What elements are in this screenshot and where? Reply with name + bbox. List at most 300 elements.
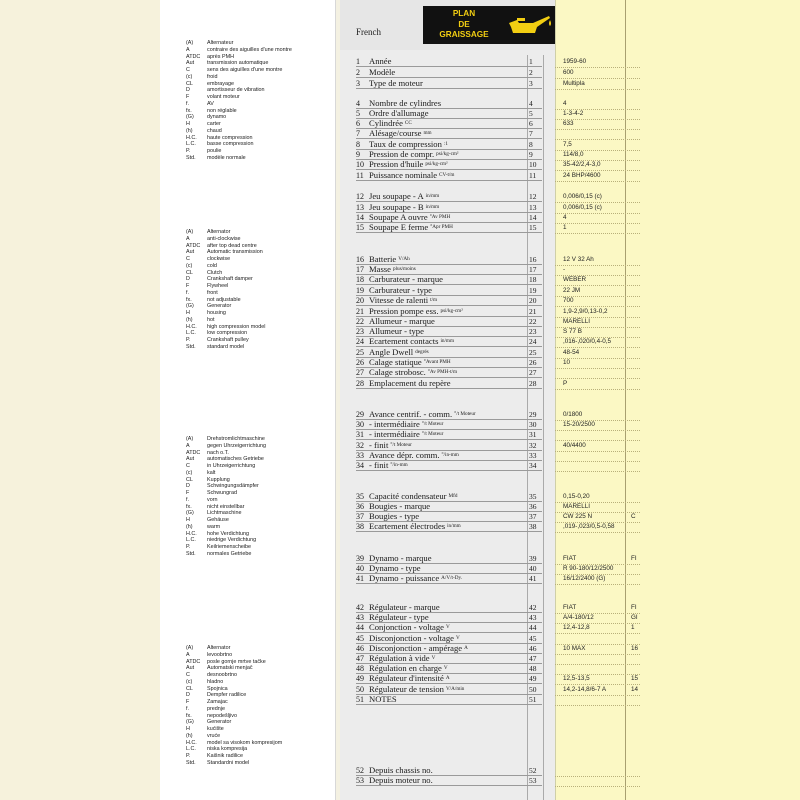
badge-line-1: PLAN <box>452 9 476 18</box>
data-row-line <box>555 451 640 452</box>
row-label <box>369 451 459 460</box>
row-number: 15 <box>356 223 364 232</box>
legend-entry <box>186 337 336 344</box>
legend-meaning: Alternator <box>207 645 231 651</box>
row-label <box>369 129 432 138</box>
legend-entry <box>186 324 336 331</box>
legend-abbrev: H.C. <box>186 323 197 330</box>
row-number: 22 <box>356 317 364 326</box>
legend-meaning: Clutch <box>207 269 223 276</box>
row-unit: psi/kg-cm² <box>440 308 463 314</box>
row-number-right: 35 <box>529 492 537 501</box>
legend-abbrev: A <box>186 651 190 658</box>
row-label <box>369 685 464 694</box>
legend-meaning: Kaišnik radilice <box>207 753 243 759</box>
row-number: 9 <box>356 150 360 159</box>
legend-meaning: modèle normale <box>207 154 246 161</box>
data-row-line <box>555 776 640 777</box>
legend-entry <box>186 270 336 277</box>
legend-meaning: dynamo <box>207 114 227 121</box>
legend-abbrev: Std. <box>186 343 196 350</box>
legend-meaning: automatisches Getriebe <box>207 456 264 463</box>
legend-abbrev: D <box>186 483 190 490</box>
row-label <box>369 623 450 632</box>
legend-abbrev: Aut <box>186 60 195 67</box>
data-value: 22 JM <box>563 287 581 294</box>
row-number: 40 <box>356 564 364 573</box>
row-number: 37 <box>356 512 364 521</box>
legend-abbrev: f. <box>186 289 189 296</box>
data-row-line <box>555 705 640 706</box>
row-number-right: 40 <box>529 564 537 573</box>
row-number-right: 21 <box>529 307 537 316</box>
legend-entry <box>186 121 336 128</box>
legend-abbrev: D <box>186 276 190 283</box>
legend-abbrev: CL <box>186 269 193 276</box>
legend-meaning: not adjustable <box>207 296 241 303</box>
row-number: 45 <box>356 634 364 643</box>
legend-meaning: sens des aiguilles d'une montre <box>207 67 283 73</box>
row-unit: A <box>445 675 450 681</box>
data-row-line <box>555 67 640 68</box>
legend-abbrev: P. <box>186 544 191 550</box>
data-value: FIAT <box>563 604 577 611</box>
legend-meaning: Keilriemenscheibe <box>207 544 252 550</box>
row-unit: V <box>455 635 460 641</box>
legend-entry <box>186 155 336 162</box>
row-label <box>369 99 441 108</box>
form-row <box>356 68 542 78</box>
row-number: 1 <box>356 57 360 66</box>
row-number-right: 23 <box>529 327 537 336</box>
legend-meaning: après PMH <box>207 53 234 60</box>
legend-meaning: hohe Verdichtung <box>207 530 249 537</box>
data-row-line <box>555 786 640 787</box>
legend-abbrev: ATDC <box>186 242 201 249</box>
legend-abbrev: C <box>186 67 190 73</box>
row-label-text: Carburateur - marque <box>369 274 443 284</box>
legend-abbrev: C <box>186 463 190 469</box>
row-number: 29 <box>356 410 364 419</box>
data-value: 0,006/0,15 (c) <box>563 193 602 200</box>
row-label <box>369 634 460 643</box>
legend-entry <box>186 128 336 135</box>
row-unit: in/mm <box>425 204 440 210</box>
row-number: 20 <box>356 296 364 305</box>
row-label <box>369 554 432 563</box>
legend-entry <box>186 40 336 47</box>
row-number-right: 34 <box>529 461 537 470</box>
legend-entry <box>186 463 336 470</box>
legend-abbrev: H <box>186 121 190 127</box>
row-label <box>369 664 448 673</box>
legend-meaning: Gehäuse <box>207 517 229 523</box>
legend-entry <box>186 249 336 256</box>
row-label <box>369 296 437 305</box>
data-value: 633 <box>563 120 574 127</box>
row-unit: °Av PMH-t/m <box>427 369 458 375</box>
row-unit: in/mm <box>440 338 454 344</box>
row-number-right: 33 <box>529 451 537 460</box>
legend-entry <box>186 94 336 101</box>
data-row-line <box>555 461 640 462</box>
data-value: Multipla <box>563 80 585 87</box>
row-label <box>369 160 448 169</box>
data-value-next: 14 <box>631 686 639 693</box>
data-value: 0,15-0,20 <box>563 493 590 500</box>
row-number-right: 3 <box>529 79 533 88</box>
data-value: MARELLI <box>563 318 590 325</box>
row-label <box>369 776 433 785</box>
row-unit: A/V/t-Dy. <box>441 575 463 581</box>
legend-meaning: desnoobrtno <box>207 672 237 678</box>
data-value-next: C <box>631 513 636 520</box>
row-number-right: 42 <box>529 603 537 612</box>
data-value-next: FI <box>631 555 637 562</box>
legend-entry <box>186 672 336 679</box>
data-row-line <box>555 378 640 379</box>
legend-meaning: Zamajac <box>207 699 228 705</box>
row-label-text: Modèle <box>369 67 396 77</box>
data-value: 24 BHP/4600 <box>563 172 601 179</box>
row-unit: in/mm <box>425 193 440 199</box>
row-label-text: Puissance nominale <box>369 170 438 180</box>
row-label-text: Régulateur de tension <box>369 684 444 694</box>
legend-abbrev: CL <box>186 476 193 483</box>
row-number-right: 5 <box>529 109 533 118</box>
legend-abbrev: A <box>186 235 190 242</box>
row-number-right: 8 <box>529 140 533 149</box>
form-row <box>356 296 542 306</box>
row-number: 13 <box>356 203 364 212</box>
row-label <box>369 317 435 326</box>
legend-abbrev: C <box>186 256 190 262</box>
row-number-right: 4 <box>529 99 533 108</box>
legend-abbrev: fx. <box>186 712 192 719</box>
legend-entry <box>186 310 336 317</box>
row-label <box>369 695 397 704</box>
form-row <box>356 337 542 347</box>
row-label <box>369 140 448 149</box>
legend-entry <box>186 344 336 351</box>
legend-abbrev: (A) <box>186 436 194 442</box>
legend-meaning: housing <box>207 310 226 316</box>
row-label <box>369 368 457 377</box>
legend-meaning: chaud <box>207 127 222 134</box>
row-label-text: Alésage/course <box>369 128 422 138</box>
row-label-text: Calage statique <box>369 357 422 367</box>
row-unit: psi/kg-cm² <box>425 161 448 167</box>
row-number-right: 39 <box>529 554 537 563</box>
legend-abbrev: Aut <box>186 456 195 463</box>
legend-abbrev: H.C. <box>186 134 197 141</box>
data-value: 0/1800 <box>563 411 583 418</box>
row-label-text: Capacité condensateur <box>369 491 447 501</box>
legend-abbrev: (A) <box>186 40 194 46</box>
form-row <box>356 674 542 684</box>
row-label-text: Régulation en charge <box>369 663 442 673</box>
data-row-line <box>555 389 640 390</box>
legend-entry <box>186 719 336 726</box>
data-value: 114/8,0 <box>563 151 584 158</box>
legend-meaning: amortisseur de vibration <box>207 87 265 94</box>
legend-abbrev: (G) <box>186 719 194 726</box>
legend-abbrev: H <box>186 726 190 732</box>
legend-meaning: AV <box>207 100 214 107</box>
legend-meaning: Drehstromlichtmaschine <box>207 436 265 442</box>
row-unit: °Av PMH <box>429 214 451 220</box>
row-label <box>369 766 433 775</box>
legend-entry <box>186 141 336 148</box>
row-number-right: 46 <box>529 644 537 653</box>
form-row <box>356 129 542 139</box>
row-label-text: Angle Dwell <box>369 347 414 357</box>
legend-abbrev: F <box>186 94 190 100</box>
row-unit: V/Ah <box>398 256 410 262</box>
row-label <box>369 255 410 264</box>
row-number-right: 31 <box>529 430 537 439</box>
legend-meaning: prednje <box>207 705 225 712</box>
data-value: 16/12/2400 (G) <box>563 575 606 582</box>
data-value: 12 V 32 Ah <box>563 256 594 263</box>
row-label <box>369 410 476 419</box>
row-number-right: 51 <box>529 695 537 704</box>
legend-entry <box>186 236 336 243</box>
legend-abbrev: A <box>186 46 190 53</box>
row-number: 46 <box>356 644 364 653</box>
row-label-text: NOTES <box>369 694 397 704</box>
row-label-text: Régulation à vide <box>369 653 430 663</box>
data-value: A/4-180/12 <box>563 614 594 621</box>
legend-abbrev: Std. <box>186 154 196 161</box>
row-label-text: Type de moteur <box>369 78 423 88</box>
data-row-line <box>555 532 640 533</box>
data-value: 12,5-13,5 <box>563 675 590 682</box>
row-label <box>369 441 412 450</box>
legend-meaning: transmission automatique <box>207 60 269 67</box>
lubrication-chart-badge <box>423 6 557 44</box>
row-label <box>369 644 468 653</box>
legend-entry <box>186 229 336 236</box>
legend-meaning: niska kompresija <box>207 746 248 753</box>
legend-entry <box>186 652 336 659</box>
row-label-text: Bougies - marque <box>369 501 431 511</box>
row-label <box>369 358 451 367</box>
legend-abbrev: H <box>186 517 190 523</box>
legend-entry <box>186 108 336 115</box>
row-label-text: Emplacement du repère <box>369 378 451 388</box>
row-number-right: 12 <box>529 192 537 201</box>
row-label-text: Depuis moteur no. <box>369 775 433 785</box>
legend-meaning: normales Getriebe <box>207 550 252 557</box>
row-unit: mm <box>423 130 432 136</box>
data-value: 1959-60 <box>563 58 587 65</box>
row-number: 47 <box>356 654 364 663</box>
row-number: 5 <box>356 109 360 118</box>
legend-meaning: Dempfer radilice <box>207 692 247 699</box>
legend-entry <box>186 713 336 720</box>
row-number: 34 <box>356 461 364 470</box>
row-label <box>369 109 429 118</box>
legend-meaning: Automatic transmission <box>207 249 263 256</box>
data-row-line <box>555 633 640 634</box>
legend-entry <box>186 54 336 61</box>
legend-entry <box>186 443 336 450</box>
row-number-right: 18 <box>529 275 537 284</box>
form-row <box>356 171 542 181</box>
legend-abbrev: H.C. <box>186 739 197 746</box>
legend-entry <box>186 645 336 652</box>
legend-meaning: froid <box>207 73 218 80</box>
row-label-text: Bougies - type <box>369 511 420 521</box>
row-label <box>369 119 412 128</box>
legend-abbrev: f. <box>186 496 189 503</box>
legend-french <box>186 40 336 162</box>
legend-abbrev: (c) <box>186 73 193 80</box>
legend-abbrev: f. <box>186 100 189 107</box>
row-label <box>369 348 429 357</box>
row-label-text: Dynamo - puissance <box>369 573 440 583</box>
row-label-text: Batterie <box>369 254 397 264</box>
row-number-right: 53 <box>529 776 537 785</box>
row-label <box>369 307 463 316</box>
data-value: 12,4-12,8 <box>563 624 590 631</box>
row-label-text: Disconjonction - ampérage <box>369 643 463 653</box>
legend-entry <box>186 692 336 699</box>
row-label <box>369 79 423 88</box>
row-label-text: Pression de compr. <box>369 149 435 159</box>
data-value: - <box>563 266 566 273</box>
row-label-text: Pression pompe ess. <box>369 306 439 316</box>
legend-german <box>186 436 336 558</box>
legend-abbrev: f. <box>186 705 189 712</box>
row-label <box>369 68 395 77</box>
row-number: 30 <box>356 420 364 429</box>
legend-entry <box>186 760 336 767</box>
row-label-text: Régulateur d'intensité <box>369 673 444 683</box>
legend-entry <box>186 290 336 297</box>
legend-abbrev: H.C. <box>186 530 197 537</box>
row-label <box>369 213 450 222</box>
legend-abbrev: (h) <box>186 732 193 739</box>
row-number: 48 <box>356 664 364 673</box>
oil-can-icon <box>503 11 553 39</box>
data-value: 10 <box>563 359 571 366</box>
row-unit: A <box>464 645 468 651</box>
form-row <box>356 192 542 202</box>
legend-meaning: haute compression <box>207 134 253 141</box>
row-label-text: Jeu soupape - A <box>369 191 424 201</box>
form-row <box>356 522 542 532</box>
row-number-right: 16 <box>529 255 537 264</box>
row-label <box>369 379 451 388</box>
row-unit: t/m <box>430 297 438 303</box>
row-label-text: Masse <box>369 264 391 274</box>
legend-entry <box>186 686 336 693</box>
row-number: 14 <box>356 213 364 222</box>
data-row-line <box>555 129 640 130</box>
row-label <box>369 461 408 470</box>
row-number: 8 <box>356 140 360 149</box>
legend-abbrev: (h) <box>186 523 193 530</box>
row-unit: V <box>431 655 436 661</box>
row-number: 21 <box>356 307 364 316</box>
legend-meaning: Kupplung <box>207 476 230 483</box>
legend-entry <box>186 256 336 263</box>
row-unit: psi/kg-cm² <box>436 151 459 157</box>
row-number-right: 44 <box>529 623 537 632</box>
row-number: 2 <box>356 68 360 77</box>
data-row-line <box>555 89 640 90</box>
legend-meaning: nach o.T. <box>207 449 229 456</box>
form-row <box>356 368 542 378</box>
form-row <box>356 275 542 285</box>
legend-entry <box>186 544 336 551</box>
row-number-right: 41 <box>529 574 537 583</box>
legend-abbrev: F <box>186 699 190 705</box>
legend-entry <box>186 87 336 94</box>
legend-entry <box>186 537 336 544</box>
legend-entry <box>186 510 336 517</box>
legend-abbrev: D <box>186 87 190 94</box>
legend-entry <box>186 317 336 324</box>
row-number: 44 <box>356 623 364 632</box>
row-label-text: Régulateur - type <box>369 612 429 622</box>
legend-meaning: kalt <box>207 469 216 476</box>
row-unit: °Avant PMH <box>423 359 451 365</box>
row-number-right: 37 <box>529 512 537 521</box>
legend-meaning: Generator <box>207 719 232 726</box>
row-number-right: 47 <box>529 654 537 663</box>
data-row-line <box>555 684 640 685</box>
legend-abbrev: C <box>186 672 190 678</box>
row-label-text: Dynamo - marque <box>369 553 432 563</box>
row-label <box>369 492 457 501</box>
row-unit: in/mm <box>447 523 461 529</box>
row-number-right: 17 <box>529 265 537 274</box>
data-row-line <box>555 202 640 203</box>
data-value: 4 <box>563 100 567 107</box>
data-value: 600 <box>563 69 574 76</box>
legend-entry <box>186 101 336 108</box>
row-label-text: Taux de compression <box>369 139 442 149</box>
legend-abbrev: Aut <box>186 249 195 256</box>
legend-entry <box>186 67 336 74</box>
row-label-text: Ecartement électrodes <box>369 521 446 531</box>
data-value: 10 MAX <box>563 645 586 652</box>
row-unit: Mfd <box>448 493 458 499</box>
data-row-line <box>555 368 640 369</box>
row-unit: plus/moins <box>392 266 416 272</box>
row-unit: CV-t/m <box>439 172 455 178</box>
legend-abbrev: (c) <box>186 262 193 269</box>
form-row <box>356 574 542 584</box>
legend-entry <box>186 733 336 740</box>
row-number-right: 36 <box>529 502 537 511</box>
legend-entry <box>186 746 336 753</box>
row-number: 41 <box>356 574 364 583</box>
row-label <box>369 275 443 284</box>
row-number: 26 <box>356 358 364 367</box>
legend-meaning: Schwungrad <box>207 490 237 496</box>
form-row <box>356 430 542 440</box>
row-number: 19 <box>356 286 364 295</box>
legend-meaning: non réglable <box>207 107 237 114</box>
legend-entry <box>186 504 336 511</box>
legend-abbrev: CL <box>186 685 193 692</box>
legend-abbrev: A <box>186 442 190 449</box>
data-value: 1-3-4-2 <box>563 110 584 117</box>
